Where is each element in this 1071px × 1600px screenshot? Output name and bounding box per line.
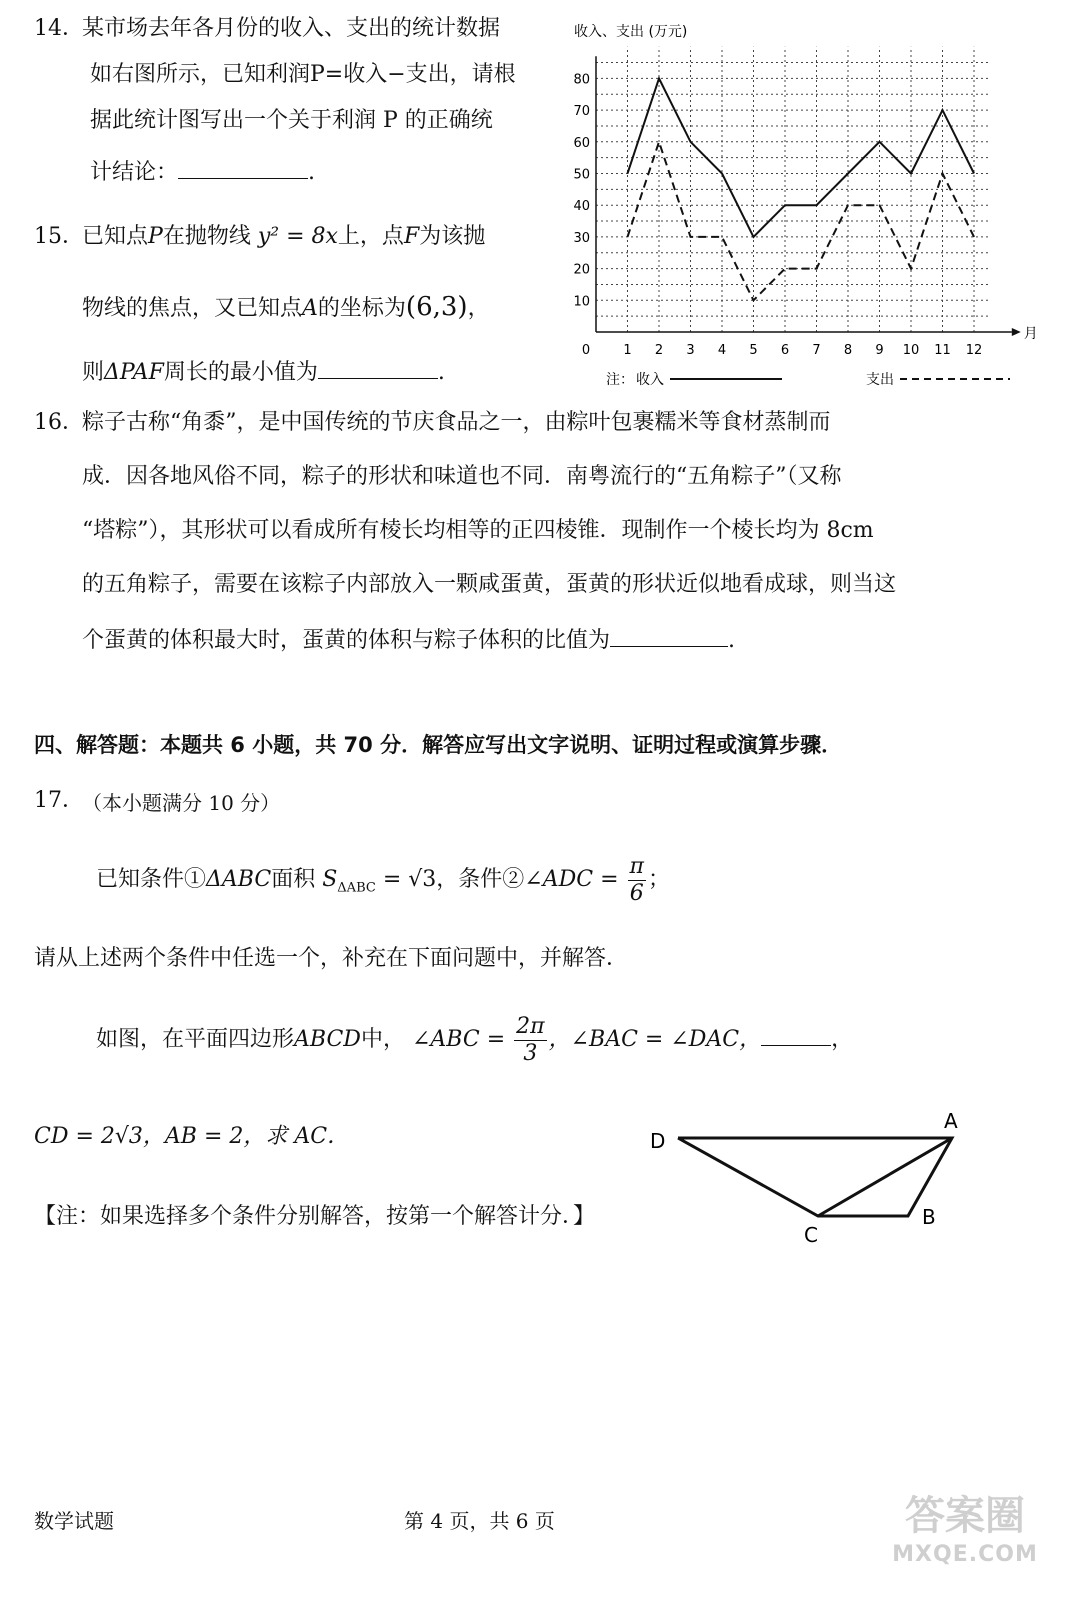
q17-cond-angle: ∠ADC = — [524, 867, 619, 892]
q17-frac-num: π — [629, 853, 644, 879]
q14-line4 — [90, 156, 315, 188]
q17-abc-num: 2π — [516, 1013, 545, 1039]
footer-page: 第 4 页，共 6 页 — [404, 1509, 555, 1533]
q14-line2: 如右图所示，已知利润P=收入−支出，请根 — [90, 62, 516, 87]
y-tick-label: 10 — [573, 294, 590, 310]
legend-label-income: 收入 — [636, 372, 664, 388]
x-tick-label: 3 — [686, 343, 695, 358]
q17-angle-bac: ，∠BAC = ∠DAC， — [548, 1027, 762, 1052]
figure-outline — [678, 1138, 952, 1216]
q16-line3: “塔粽”），其形状可以看成所有棱长均相等的正四棱锥．现制作一个棱长均为 8cm — [82, 518, 874, 543]
y-tick-label: 80 — [573, 72, 590, 88]
q15-line3-text-a: 则 — [82, 360, 105, 385]
q17-number: 17． — [34, 788, 84, 813]
legend-label-expense: 支出 — [866, 372, 894, 388]
x-axis-arrow — [1012, 328, 1021, 336]
x-tick-label: 10 — [902, 343, 920, 358]
x-tick-label: 11 — [934, 343, 951, 358]
y-tick-label: 70 — [573, 104, 590, 120]
x-axis-label: 月 — [1023, 326, 1038, 342]
q15-line1 — [82, 222, 485, 252]
q17-choose: 请从上述两个条件中任选一个，补充在下面问题中，并解答． — [34, 946, 629, 971]
q17-fig-a: 如图，在平面四边形 — [96, 1027, 295, 1052]
q17-quad: ABCD — [294, 1027, 361, 1052]
x-tick-label: 6 — [780, 343, 790, 358]
x-tick-label: 7 — [812, 343, 821, 358]
section-heading: 四、解答题：本题共 6 小题，共 70 分．解答应写出文字说明、证明过程或演算步骤． — [34, 733, 843, 757]
y-tick-label: 50 — [573, 167, 590, 183]
q14-number: 14． — [34, 16, 84, 41]
q15-end: . — [437, 360, 445, 385]
q17-score: （本小题满分 10 分） — [82, 791, 281, 815]
q15-text-c: 上，点 — [337, 224, 404, 249]
q15-parabola-eq: y² = 8x — [257, 224, 338, 249]
q16-answer-blank — [610, 624, 728, 647]
q17-cond-a: 已知条件① — [96, 867, 207, 892]
q17-2pi-over-3 — [514, 1014, 546, 1067]
q14-answer-blank — [178, 156, 308, 179]
q17-given: CD = 2√3，AB = 2，求 AC． — [34, 1124, 350, 1149]
q15-number: 15． — [34, 224, 84, 249]
x-tick-label: 12 — [965, 343, 983, 358]
q15-line2: 物线的焦点，又已知点A的坐标为(6,3)， — [82, 292, 490, 322]
q15-text-d: 为该抛 — [419, 224, 486, 249]
legend-prefix: 注： — [606, 372, 634, 388]
x-tick-label: 8 — [843, 343, 853, 358]
x-tick-label: 4 — [717, 343, 727, 358]
x-tick-label: 9 — [875, 343, 884, 358]
footer-left: 数学试题 — [34, 1509, 114, 1533]
income-expense-chart — [560, 14, 1050, 394]
q17-cond-triangle: ΔABC — [206, 867, 272, 892]
q17-condition-blank — [761, 1023, 831, 1046]
q16-end: . — [728, 628, 736, 653]
q17-cond-c: ，条件② — [436, 867, 525, 892]
q17-angle-abc: ∠ABC = — [411, 1027, 506, 1052]
q16-line2: 成．因各地风俗不同，粽子的形状和味道也不同．南粤流行的“五角粽子”（又称 — [82, 464, 842, 489]
q15-line2-text-b: 的坐标为 — [317, 296, 406, 321]
y-tick-label: 20 — [573, 262, 590, 278]
q15-point-p: P — [148, 224, 163, 249]
vertex-label-b: B — [922, 1205, 936, 1229]
y-tick-label: 30 — [573, 230, 590, 246]
q15-coordinate: (6,3) — [405, 292, 468, 322]
q17-comma: ， — [831, 1027, 854, 1052]
vertex-label-c: C — [804, 1223, 818, 1247]
q16-line5 — [82, 624, 735, 656]
y-tick-label: 40 — [573, 199, 590, 215]
q16-line5-text: 个蛋黄的体积最大时，蛋黄的体积与粽子体积的比值为 — [82, 628, 611, 653]
q15-text-b: 在抛物线 — [162, 224, 251, 249]
q15-line3 — [82, 356, 445, 388]
q17-cond-end: ； — [648, 867, 671, 892]
q15-text-a: 已知点 — [82, 224, 149, 249]
q14-line3: 据此统计图写出一个关于利润 P 的正确统 — [90, 108, 493, 133]
q15-line2-text: 物线的焦点，又已知点 — [82, 296, 303, 321]
q17-note: 【注：如果选择多个条件分别解答，按第一个解答计分．】 — [34, 1204, 596, 1229]
q15-answer-blank — [318, 356, 438, 379]
q15-triangle: ΔPAF — [104, 360, 164, 385]
q15-point-f: F — [403, 224, 420, 249]
watermark-title: 答案圈 — [905, 1493, 1025, 1539]
q17-cond-b: 面积 — [271, 867, 316, 892]
y-tick-label: 60 — [573, 135, 590, 151]
q17-figure-text — [96, 1010, 853, 1070]
q15-point-a: A — [302, 296, 318, 321]
watermark-logo — [880, 1490, 1050, 1590]
q17-cond-s: S — [322, 867, 338, 892]
q17-frac-den: 6 — [629, 880, 644, 906]
x-tick-label: 0 — [581, 343, 591, 358]
x-tick-label: 2 — [654, 343, 664, 358]
q14-line4-text: 计结论： — [90, 160, 179, 185]
watermark-url: MXQE.COM — [892, 1542, 1038, 1567]
q14-line1: 某市场去年各月份的收入、支出的统计数据 — [82, 16, 501, 41]
q16-line4: 的五角粽子，需要在该粽子内部放入一颗咸蛋黄，蛋黄的形状近似地看成球，则当这 — [82, 572, 897, 597]
q17-cond-eq: = √3 — [382, 867, 437, 892]
x-tick-label: 1 — [623, 343, 632, 358]
q17-abc-den: 3 — [523, 1040, 538, 1066]
q17-conditions — [96, 850, 670, 918]
q17-fig-b: 中， — [360, 1027, 405, 1052]
q14-end: . — [308, 160, 316, 185]
quadrilateral-figure — [640, 1100, 980, 1260]
q16-line1: 粽子古称“角黍”，是中国传统的节庆食品之一，由粽叶包裹糯米等食材蒸制而 — [82, 410, 831, 435]
q15-line3-text-b: 周长的最小值为 — [163, 360, 318, 385]
q17-pi-over-6 — [628, 854, 646, 907]
vertex-label-a: A — [944, 1109, 958, 1133]
x-tick-label: 5 — [749, 343, 758, 358]
chart-title: 收入、支出 (万元) — [574, 24, 688, 40]
q17-cond-sub: ΔABC — [337, 880, 376, 896]
q16-number: 16． — [34, 410, 84, 435]
vertex-label-d: D — [650, 1129, 666, 1153]
